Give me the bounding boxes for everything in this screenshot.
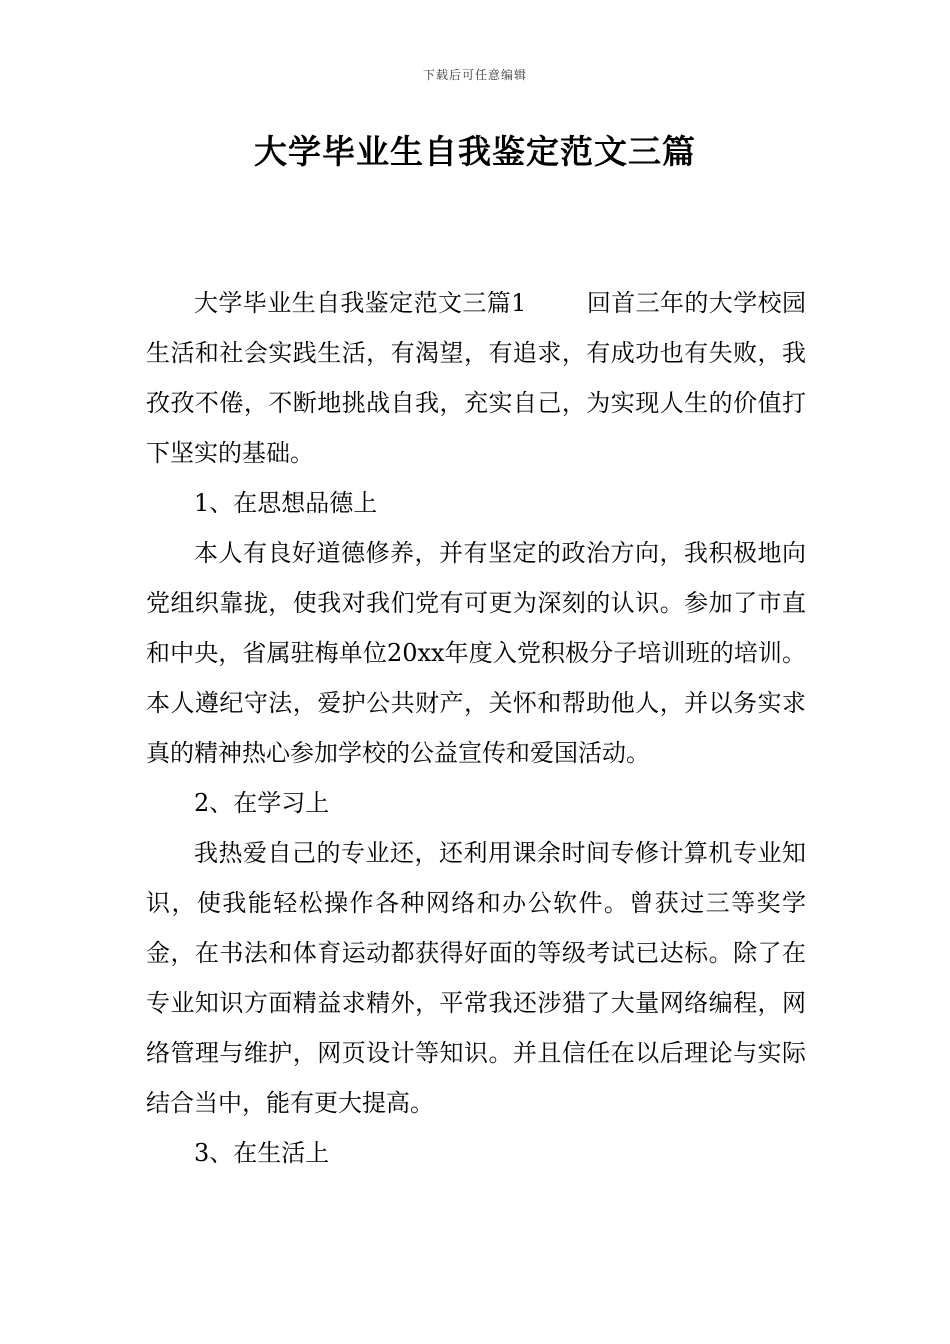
intro-paragraph (146, 278, 806, 478)
intro-lead: 大学毕业生自我鉴定范文三篇1 (194, 289, 527, 317)
section-heading: 2、在学习上 (194, 789, 330, 817)
section-heading: 3、在生活上 (194, 1139, 330, 1167)
intro-text: 回首三年的大学校园生活和社会实践生活，有渴望，有追求，有成功也有失败，我孜孜不倦，不断地挑战自我，充实自己，为实现人生的价值打下坚实的基础。 (146, 289, 806, 467)
section-paragraph: 我热爱自己的专业还，还利用课余时间专修计算机专业知识，使我能轻松操作各种网络和办公软件。曾获过三等奖学金，在书法和体育运动都获得好面的等级考试已达标。除了在专业知识方面精益求精外，平常我还涉猎了大量网络编程，网络管理与维护，网页设计等知识。并且信任在以后理论与实际结合当中，能有更大提高。 (146, 839, 806, 1117)
document-title: 大学毕业生自我鉴定范文三篇 (254, 132, 696, 171)
section-paragraph: 本人有良好道德修养，并有坚定的政治方向，我积极地向党组织靠拢，使我对我们党有可更为深刻的认识。参加了市直和中央，省属驻梅单位20xx年度入党积极分子培训班的培训。本人遵纪守法，爱护公共财产，关怀和帮助他人，并以务实求真的精神热心参加学校的公益宣传和爱国活动。 (146, 539, 806, 767)
document-body (146, 278, 806, 1178)
header-note: 下载后可任意编辑 (422, 68, 527, 82)
section-heading: 1、在思想品德上 (194, 489, 378, 517)
